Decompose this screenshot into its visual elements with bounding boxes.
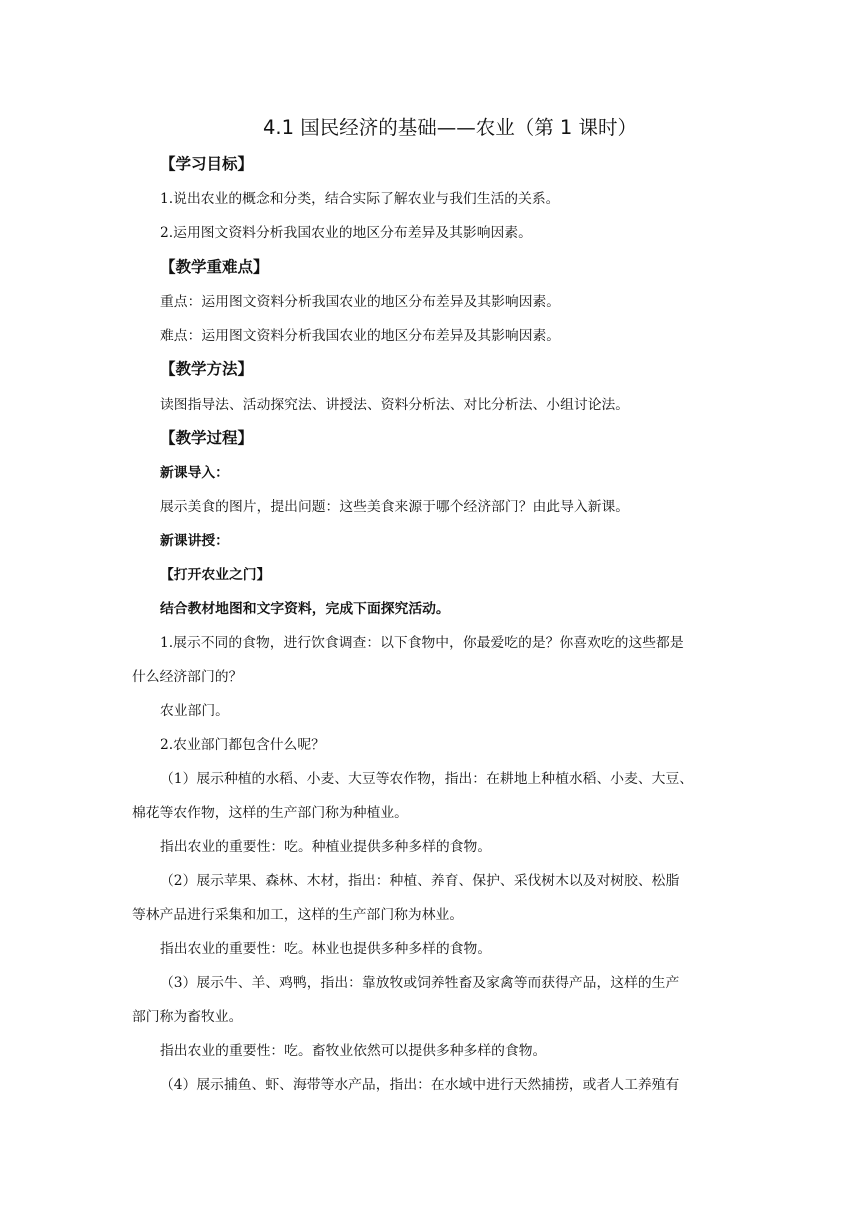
heading-open-door: 【打开农业之门】 xyxy=(160,567,271,583)
body-line: 1.展示不同的食物，进行饮食调查：以下食物中，你最爱吃的是？你喜欢吃的这些都是 xyxy=(160,635,684,651)
body-line: （3）展示牛、羊、鸡鸭，指出：靠放牧或饲养牲畜及家禽等而获得产品，这样的生产 xyxy=(160,975,680,991)
methods-text: 读图指导法、活动探究法、讲授法、资料分析法、对比分析法、小组讨论法。 xyxy=(160,397,630,413)
key-point-focus: 重点：运用图文资料分析我国农业的地区分布差异及其影响因素。 xyxy=(160,294,561,310)
body-line: 部门称为畜牧业。 xyxy=(132,1009,243,1025)
intro-text: 展示美食的图片，提出问题：这些美食来源于哪个经济部门？由此导入新课。 xyxy=(160,499,630,515)
body-line: 什么经济部门的？ xyxy=(132,669,243,685)
heading-process: 【教学过程】 xyxy=(160,429,254,447)
activity-prompt: 结合教材地图和文字资料，完成下面探究活动。 xyxy=(160,601,450,617)
lecture-label: 新课讲授： xyxy=(160,533,229,549)
body-line: （2）展示苹果、森林、木材，指出：种植、养育、保护、采伐树木以及对树胶、松脂 xyxy=(160,873,680,889)
body-line: 指出农业的重要性：吃。林业也提供多种多样的食物。 xyxy=(160,941,492,957)
body-line: 2.农业部门都包含什么呢？ xyxy=(160,737,325,753)
body-line: 棉花等农作物，这样的生产部门称为种植业。 xyxy=(132,805,408,821)
body-line: （4）展示捕鱼、虾、海带等水产品，指出：在水域中进行天然捕捞，或者人工养殖有 xyxy=(160,1077,680,1093)
objective-1: 1.说出农业的概念和分类，结合实际了解农业与我们生活的关系。 xyxy=(160,191,560,207)
objective-2: 2.运用图文资料分析我国农业的地区分布差异及其影响因素。 xyxy=(160,225,532,241)
intro-label: 新课导入： xyxy=(160,465,229,481)
key-point-difficulty: 难点：运用图文资料分析我国农业的地区分布差异及其影响因素。 xyxy=(160,328,561,344)
heading-methods: 【教学方法】 xyxy=(160,360,254,378)
heading-key-points: 【教学重难点】 xyxy=(160,258,269,276)
heading-objectives: 【学习目标】 xyxy=(160,155,254,173)
body-line: 指出农业的重要性：吃。畜牧业依然可以提供多种多样的食物。 xyxy=(160,1043,547,1059)
body-line: 等林产品进行采集和加工，这样的生产部门称为林业。 xyxy=(132,907,464,923)
body-line: （1）展示种植的水稻、小麦、大豆等农作物，指出：在耕地上种植水稻、小麦、大豆、 xyxy=(160,771,694,787)
document-title: 4.1 国民经济的基础——农业（第 1 课时） xyxy=(262,116,637,139)
body-line: 指出农业的重要性：吃。种植业提供多种多样的食物。 xyxy=(160,839,492,855)
body-line: 农业部门。 xyxy=(160,703,229,719)
